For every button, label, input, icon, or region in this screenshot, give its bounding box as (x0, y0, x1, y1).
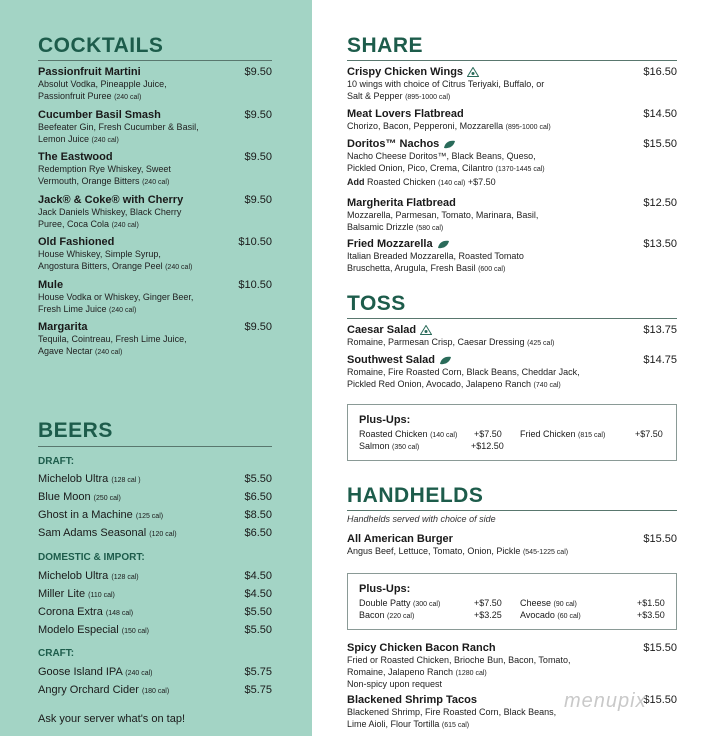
cocktail-price: $9.50 (244, 109, 272, 121)
cocktail-cal: (240 cal) (142, 178, 170, 186)
toss-plusups-box (347, 404, 677, 461)
cocktail-item (38, 236, 238, 273)
share-rule (347, 60, 677, 61)
leaf-icon (439, 356, 452, 365)
cocktail-item (38, 66, 238, 103)
cocktail-name: Margarita (38, 321, 88, 333)
cocktail-cal: (240 cal) (109, 306, 137, 314)
plusups-title: Plus-Ups: (359, 583, 411, 595)
toss-heading: TOSS (347, 292, 406, 315)
plusup-item (359, 441, 419, 451)
dish-cal: (1280 cal) (455, 669, 487, 677)
plusup-price: +$12.50 (471, 441, 504, 451)
plusup-item (520, 598, 577, 608)
dish-desc: Chorizo, Bacon, Pepperoni, Mozzarella (347, 121, 504, 131)
cocktail-price: $9.50 (244, 151, 272, 163)
dish-cal: (600 cal) (478, 265, 506, 273)
dish-desc: Italian Breaded Mozzarella, Roasted Tomato (347, 251, 524, 261)
plusup-price: +$3.50 (637, 610, 665, 620)
dish-name: Meat Lovers Flatbread (347, 108, 464, 120)
beer-item (38, 491, 121, 503)
dish-cal: (1370-1445 cal) (495, 165, 545, 173)
beer-item (38, 527, 177, 539)
share-item (347, 66, 637, 103)
plusup-item (359, 610, 414, 620)
dish-price: $15.50 (643, 138, 677, 150)
beer-item (38, 684, 169, 696)
beer-item (38, 624, 149, 636)
dish-desc2: Balsamic Drizzle (347, 221, 414, 232)
dish-addon (347, 177, 637, 190)
cocktail-item (38, 151, 238, 188)
plusup-price: +$7.50 (635, 429, 663, 439)
dish-desc: Romaine, Parmesan Crisp, Caesar Dressing (347, 337, 525, 347)
plusup-name: Roasted Chicken (359, 429, 428, 439)
dish-desc2: Pickled Onion, Pico, Crema, Cilantro (347, 162, 494, 173)
cocktail-item (38, 321, 238, 358)
dish-desc: Blackened Shrimp, Fire Roasted Corn, Black Beans, (347, 707, 557, 717)
beer-cal: (128 cal ) (111, 477, 141, 484)
cocktail-cal: (240 cal) (91, 136, 119, 144)
dish-name: Crispy Chicken Wings (347, 66, 464, 78)
beer-price: $5.75 (244, 666, 272, 678)
plusup-name: Cheese (520, 598, 552, 608)
cocktail-price: $10.50 (238, 236, 272, 248)
dish-name: Blackened Shrimp Tacos (347, 694, 478, 706)
cocktail-item (38, 279, 238, 316)
beers-footer: Ask your server what's on tap! (38, 713, 185, 725)
beer-price: $5.75 (244, 684, 272, 696)
dish-name: Spicy Chicken Bacon Ranch (347, 642, 496, 654)
beer-cal: (148 cal) (105, 610, 134, 617)
beer-item (38, 473, 141, 485)
left-panel (0, 0, 312, 736)
cocktail-cal: (240 cal) (165, 263, 193, 271)
beer-price: $5.50 (244, 606, 272, 618)
craft-label: CRAFT: (38, 648, 75, 659)
beer-item (38, 509, 163, 521)
plusup-cal: (60 cal) (557, 613, 581, 620)
handheld-item (347, 642, 637, 691)
cocktail-price: $9.50 (244, 194, 272, 206)
leaf-icon (437, 240, 450, 249)
dish-desc: Mozzarella, Parmesan, Tomato, Marinara, Basil, (347, 210, 539, 220)
beer-cal: (125 cal) (135, 513, 164, 520)
dish-desc: Romaine, Fire Roasted Corn, Black Beans, Cheddar Jack, (347, 367, 580, 377)
beer-price: $5.50 (244, 624, 272, 636)
beer-cal: (120 cal) (149, 531, 177, 538)
dish-cal: (615 cal) (441, 721, 470, 729)
dish-desc2: Romaine, Jalapeno Ranch (347, 666, 454, 677)
plusup-item (359, 598, 440, 608)
share-item (347, 238, 637, 275)
draft-label: DRAFT: (38, 456, 75, 467)
beer-price: $6.50 (244, 491, 272, 503)
cocktail-name: Passionfruit Martini (38, 66, 141, 78)
dish-cal: (545-1225 cal) (522, 549, 569, 556)
dish-cal: (425 cal) (527, 340, 555, 347)
watermark: menupix (564, 690, 647, 712)
beer-price: $8.50 (244, 509, 272, 521)
share-item (347, 197, 637, 234)
dish-desc: Nacho Cheese Doritos™, Black Beans, Queso, (347, 151, 536, 161)
cocktail-desc: Redemption Rye Whiskey, Sweet (38, 164, 171, 174)
beer-cal: (240 cal) (125, 670, 153, 677)
share-item (347, 138, 637, 190)
beer-name: Michelob Ultra (38, 473, 109, 485)
toss-item (347, 354, 637, 391)
dish-desc: 10 wings with choice of Citrus Teriyaki, Buffalo, or (347, 79, 545, 89)
plusup-item (520, 610, 581, 620)
cocktail-desc: Beefeater Gin, Fresh Cucumber & Basil, (38, 122, 199, 132)
dish-desc: Angus Beef, Lettuce, Tomato, Onion, Pickle (347, 546, 521, 556)
addon-cal: (140 cal) (438, 180, 466, 187)
dish-cal: (895-1000 cal) (505, 124, 551, 131)
beers-rule (38, 446, 272, 447)
cocktail-cal: (240 cal) (95, 348, 123, 356)
beer-item (38, 570, 139, 582)
toss-rule (347, 318, 677, 319)
beer-name: Blue Moon (38, 491, 91, 503)
plusup-cal: (220 cal) (387, 613, 415, 620)
beer-name: Miller Lite (38, 588, 86, 600)
cocktail-desc: House Vodka or Whiskey, Ginger Beer, (38, 292, 194, 302)
beer-name: Angry Orchard Cider (38, 684, 139, 696)
warning-triangle-icon (467, 67, 479, 77)
dish-desc2: Bruschetta, Arugula, Fresh Basil (347, 262, 476, 273)
leaf-icon (443, 140, 456, 149)
dish-price: $12.50 (643, 197, 677, 209)
dish-desc2: Lime Aioli, Flour Tortilla (347, 718, 440, 729)
beer-item (38, 606, 133, 618)
cocktails-rule (38, 60, 272, 61)
plusup-item (359, 429, 457, 439)
cocktails-heading: COCKTAILS (38, 34, 164, 57)
cocktail-cal: (240 cal) (114, 93, 142, 101)
dish-name: Fried Mozzarella (347, 238, 433, 250)
dish-desc: Fried or Roasted Chicken, Brioche Bun, Bacon, Tomato, (347, 655, 571, 665)
dish-name: All American Burger (347, 533, 453, 545)
beer-cal: (150 cal) (121, 628, 150, 635)
dish-price: $15.50 (643, 694, 677, 706)
share-item (347, 108, 637, 134)
beer-price: $6.50 (244, 527, 272, 539)
beer-name: Sam Adams Seasonal (38, 527, 147, 539)
beer-price: $5.50 (244, 473, 272, 485)
addon-price: +$7.50 (467, 177, 496, 187)
handheld-item (347, 533, 637, 559)
dish-name: Margherita Flatbread (347, 197, 456, 209)
right-panel (312, 0, 720, 736)
plusup-name: Double Patty (359, 598, 411, 608)
cocktail-name: Cucumber Basil Smash (38, 109, 161, 121)
cocktail-name: Old Fashioned (38, 236, 115, 248)
beer-cal: (110 cal) (88, 592, 115, 599)
plusup-name: Bacon (359, 610, 385, 620)
cocktail-desc: Tequila, Cointreau, Fresh Lime Juice, (38, 334, 187, 344)
addon-label: Add (347, 177, 365, 187)
cocktail-name: Mule (38, 279, 64, 291)
dish-price: $15.50 (643, 642, 677, 654)
dish-price: $15.50 (643, 533, 677, 545)
cocktail-price: $10.50 (238, 279, 272, 291)
beer-price: $4.50 (244, 588, 272, 600)
plusup-cal: (815 cal) (578, 432, 606, 439)
plusup-cal: (300 cal) (413, 601, 441, 608)
handhelds-plusups-box (347, 573, 677, 630)
handhelds-rule (347, 510, 677, 511)
dish-name: Southwest Salad (347, 354, 436, 366)
dish-cal: (895-1000 cal) (405, 93, 451, 101)
plusup-name: Fried Chicken (520, 429, 576, 439)
cocktail-desc2: Lemon Juice (38, 133, 90, 144)
domestic-label: DOMESTIC & IMPORT: (38, 552, 145, 563)
warning-triangle-icon (420, 325, 432, 335)
beer-cal: (128 cal) (111, 574, 139, 581)
beers-heading: BEERS (38, 419, 113, 442)
cocktail-item (38, 109, 238, 146)
beer-name: Michelob Ultra (38, 570, 109, 582)
cocktail-desc2: Angostura Bitters, Orange Peel (38, 260, 163, 271)
cocktail-price: $9.50 (244, 321, 272, 333)
beer-name: Goose Island IPA (38, 666, 123, 678)
cocktail-name: Jack® & Coke® with Cherry (38, 194, 184, 206)
dish-name: Caesar Salad (347, 324, 417, 336)
cocktail-desc2: Fresh Lime Juice (38, 303, 107, 314)
dish-price: $13.50 (643, 238, 677, 250)
plusup-price: +$7.50 (474, 429, 502, 439)
beer-name: Corona Extra (38, 606, 103, 618)
cocktail-name: The Eastwood (38, 151, 113, 163)
beer-item (38, 666, 152, 678)
beer-price: $4.50 (244, 570, 272, 582)
plusups-title: Plus-Ups: (359, 414, 411, 426)
beer-name: Ghost in a Machine (38, 509, 133, 521)
dish-cal: (740 cal) (533, 381, 561, 389)
share-heading: SHARE (347, 34, 424, 57)
plusup-item (520, 429, 605, 439)
dish-desc2: Pickled Red Onion, Avocado, Jalapeno Ranch (347, 378, 531, 389)
dish-desc2: Salt & Pepper (347, 90, 403, 101)
beer-cal: (180 cal) (141, 688, 170, 695)
cocktail-desc: Jack Daniels Whiskey, Black Cherry (38, 207, 182, 217)
plusup-name: Avocado (520, 610, 555, 620)
handhelds-heading: HANDHELDS (347, 484, 484, 507)
plusup-cal: (140 cal) (430, 432, 458, 439)
dish-price: $13.75 (643, 324, 677, 336)
plusup-cal: (90 cal) (553, 601, 577, 608)
cocktail-desc2: Passionfruit Puree (38, 90, 112, 101)
beer-cal: (250 cal) (93, 495, 121, 502)
handhelds-note: Handhelds served with choice of side (347, 514, 496, 524)
cocktail-desc2: Vermouth, Orange Bitters (38, 175, 140, 186)
plusup-cal: (350 cal) (392, 444, 420, 451)
plusup-name: Salmon (359, 441, 390, 451)
dish-price: $14.75 (643, 354, 677, 366)
cocktail-cal: (240 cal) (111, 221, 139, 229)
cocktail-item (38, 194, 238, 231)
cocktail-desc2: Agave Nectar (38, 345, 93, 356)
plusup-price: +$3.25 (474, 610, 502, 620)
dish-desc3: Non-spicy upon request (347, 679, 443, 689)
cocktail-price: $9.50 (244, 66, 272, 78)
dish-price: $14.50 (643, 108, 677, 120)
cocktail-desc: House Whiskey, Simple Syrup, (38, 249, 161, 259)
plusup-price: +$7.50 (474, 598, 502, 608)
cocktail-desc2: Puree, Coca Cola (38, 218, 110, 229)
toss-item (347, 324, 637, 350)
dish-cal: (580 cal) (416, 224, 444, 232)
plusup-price: +$1.50 (637, 598, 665, 608)
beer-item (38, 588, 115, 600)
dish-name: Doritos™ Nachos (347, 138, 440, 150)
beer-name: Modelo Especial (38, 624, 119, 636)
cocktail-desc: Absolut Vodka, Pineapple Juice, (38, 79, 167, 89)
dish-price: $16.50 (643, 66, 677, 78)
addon-text: Roasted Chicken (367, 177, 436, 187)
